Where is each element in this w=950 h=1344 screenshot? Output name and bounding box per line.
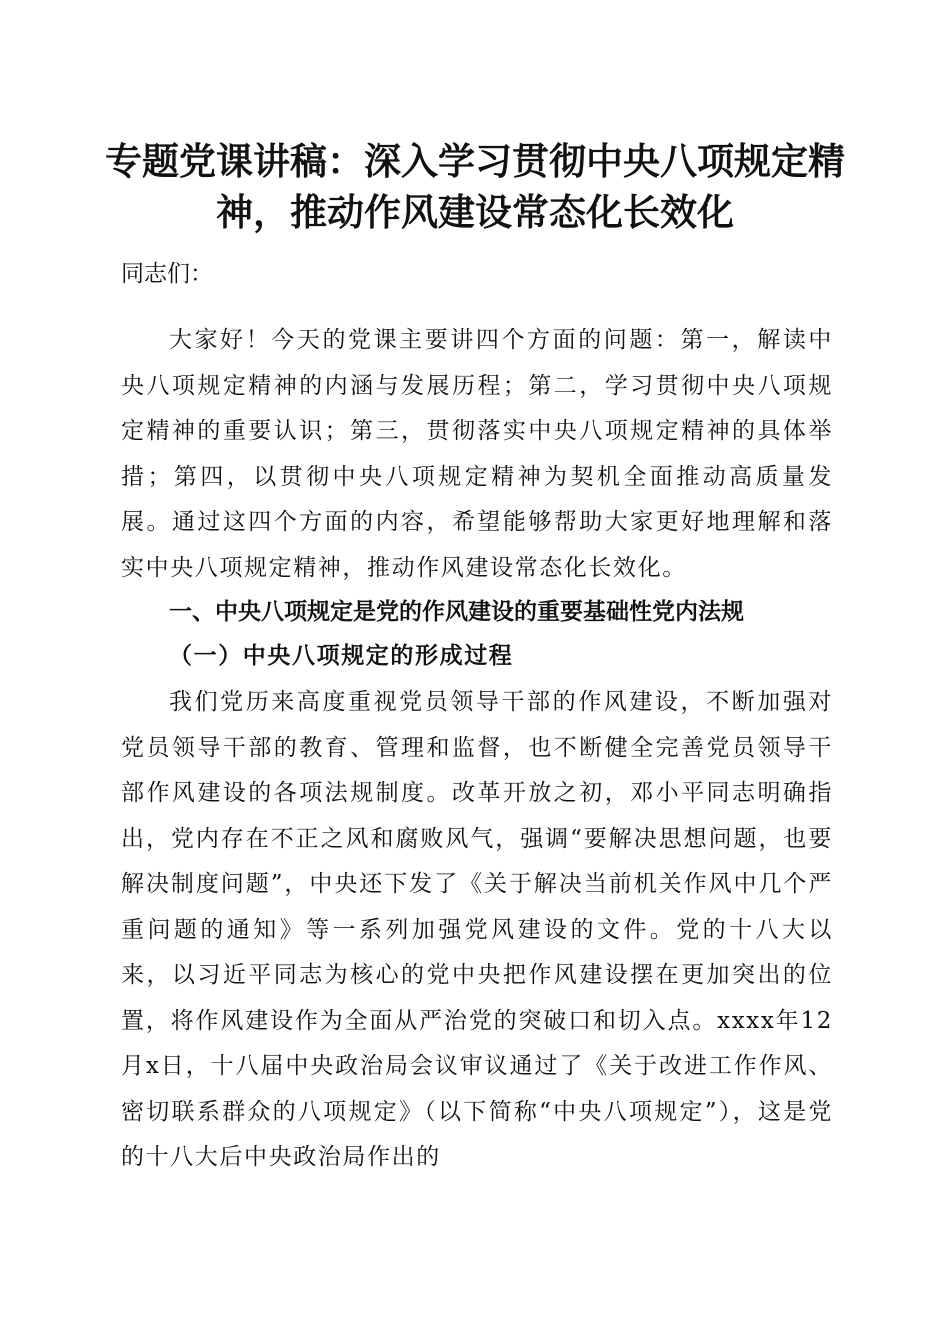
salutation: 同志们：	[121, 261, 213, 287]
section-heading: 一、中央八项规定是党的作风建设的重要基础性党内法规	[169, 599, 744, 625]
body-paragraph: 我们党历来高度重视党员领导干部的作风建设，不断加强对党员领导干部的教育、管理和监督，也不断健全完善党员领导干部作风建设的各项法规制度。改革开放之初，邓小平同志明确指出，党内存在不正之风和腐败风气，强调“要解决思想问题，也要解决制度问题”，中央还下发了《关于解决当前机关作风中几个严重问题的通知》等一系列加强党风建设的文件。党的十八大以来，以习近平同志为核心的党中央把作风建设摆在更加突出的位置，将作风建设作为全面从严治党的突破口和切入点。xxxx年12月x日，十八届中央政治局会议审议通过了《关于改进工作作风、密切联系群众的八项规定》（以下简称“中央八项规定”），这是党的十八大后中央政治局作出的	[121, 689, 833, 1170]
subsection-heading: （一）中央八项规定的形成过程	[169, 642, 514, 669]
intro-paragraph: 大家好！今天的党课主要讲四个方面的问题：第一，解读中央八项规定精神的内涵与发展历程；第二，学习贯彻中央八项规定精神的重要认识；第三，贯彻落实中央八项规定精神的具体举措；第四，以贯彻中央八项规定精神为契机全面推动高质量发展。通过这四个方面的内容，希望能够帮助大家更好地理解和落实中央八项规定精神，推动作风建设常态化长效化。	[121, 327, 833, 581]
document-title: 专题党课讲稿：深入学习贯彻中央八项规定精神，推动作风建设常态化长效化	[105, 139, 845, 234]
